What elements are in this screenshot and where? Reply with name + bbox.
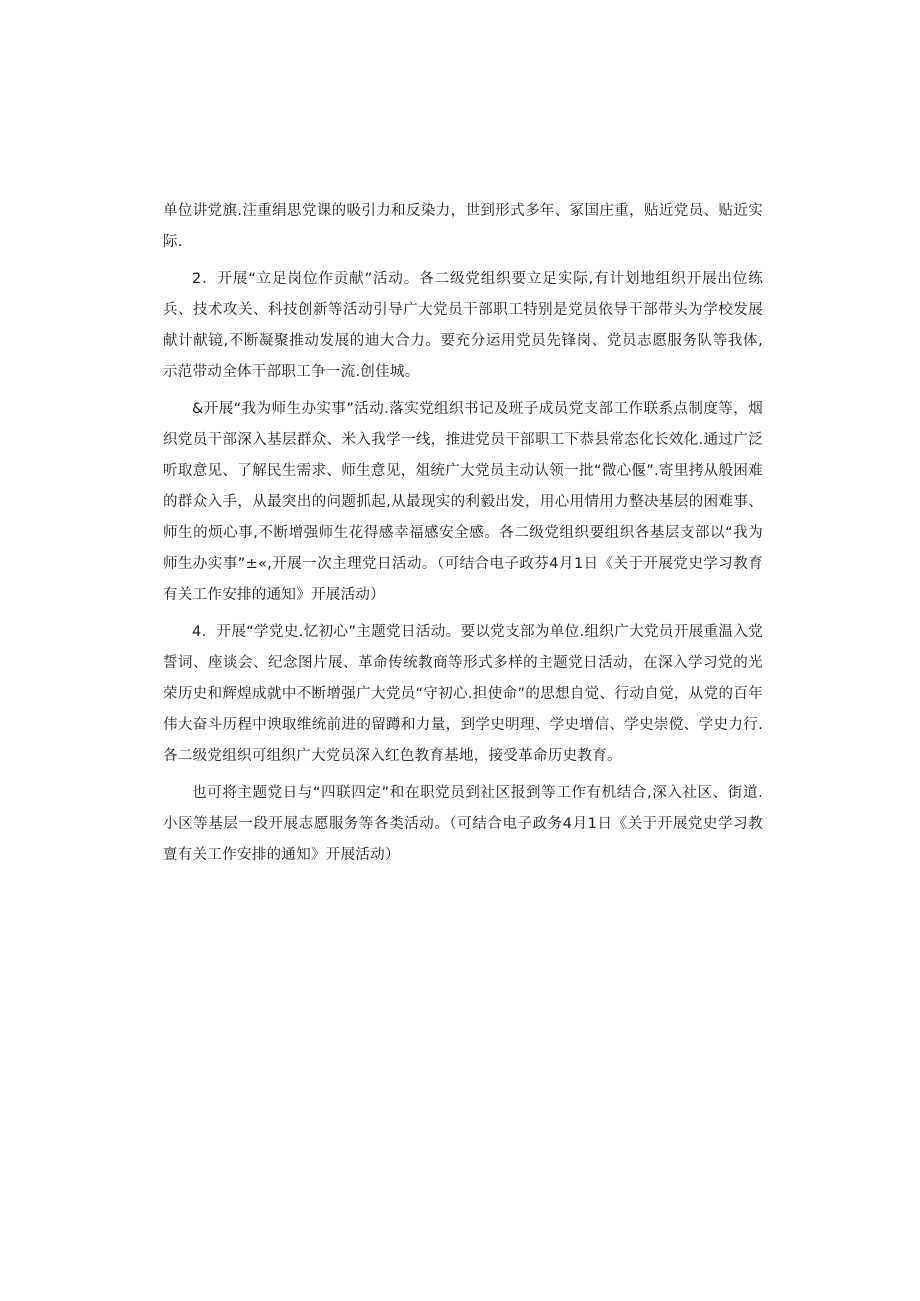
document-body xyxy=(163,196,763,871)
paragraph-item-4: 4．开展“学党史.忆初心”主题党日活动。要以党支部为单位.组织广大党员开展重温入党誓词、座谈会、纪念图片展、革命传统教商等形式多样的主题党日活动，在深入学习党的光荣历史和辉煌成就中不断增强广大党员“守初心.担使命”的思想自觉、行动自觉，从党的百年伟大奋斗历程中谀取维统前进的留蹲和力量，到学史明理、学史增信、学史崇傥、学史力行.各二级党组织可组织广大党员深入红色教育基地，接受革命历史教育。 xyxy=(163,624,763,764)
paragraph-item-3: &开展“我为师生办实事”活动.落实党组织书记及班子成员党支部工作联系点制度等，烟织党员干部深入基层群众、米入我学一线，推进党员干部职工下恭县常态化长效化.通过广泛听取意见、了解民生需求、师生意见，俎统广大党员主动认领一批“微心偃”.寄里拷从般困难的群众入手，从最突出的问题抓起,从最现实的利毅出发，用心用情用力整决基层的困难事、师生的烦心事,不断增强师生花得感幸福感安全感。各二级党组织要组织各基层支部以“我为师生办实事”±«,开展一次主理党日活动。（可结合电子政芬4月1日《关于开展党史学习教育有关工作安排的通知》开展活动） xyxy=(163,401,763,603)
paragraph-continuation: 单位讲党旗.注重绢思党课的吸引力和反染力，世到形式多年、冢国庄重，贴近党员、贴近实际. xyxy=(163,203,763,250)
paragraph-item-2: 2．开展“立足岗位作贡献”活动。各二级党组织要立足实际,有计划地组织开展出位练兵、技术攻关、科技创新等活动引导广大党员干部职工特别是党员依导干部带头为学校发展献计献镜,不断凝聚推动发展的迪大合力。要充分运用党员先锋岗、党员志愿服务队等我体,示范带动全体干部职工争一流.创佳城。 xyxy=(163,271,763,380)
paragraph-note: 也可将主题党日与“四联四定”和在职党员到社区报到等工作有机结合,深入社区、街道.小区等基层一段开展志愿服务等各类活动。（可结合电子政务4月1日《关于开展党史学习教亶有关工作安排的通知》开展活动） xyxy=(163,785,763,863)
